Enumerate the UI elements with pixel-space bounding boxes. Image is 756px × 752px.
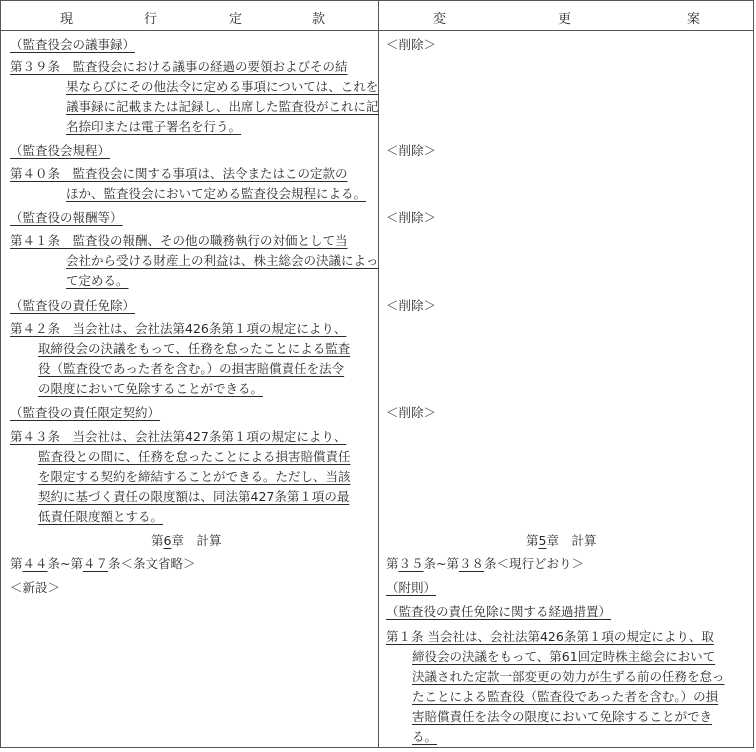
article-range-proposed: 第３５条~第３８条＜現行どおり＞ [386,556,585,571]
header-current-char-4: 款 [312,12,326,27]
supplementary-article-1-line-4: たことによる監査役（監査役であった者を含む。）の損 [412,689,719,704]
article-41-line-1: 第４１条 監査役の報酬、その他の職務執行の対価として当 [10,233,348,248]
article-39-line-2: 果ならびにその他法令に定める事項については、これを [66,79,379,94]
article-43-line-5: 低責任限度額とする。 [38,509,164,524]
article-41-line-3: て定める。 [66,273,129,288]
article-43-heading: （監査役の責任限定契約） [10,405,161,420]
article-43-line-2: 監査役との間に、任務を怠ったことによる損害賠償責任 [38,449,351,464]
chapter-heading-proposed: 第5章 計算 [526,533,597,548]
deleted-label-40: ＜削除＞ [386,143,437,158]
article-42-heading: （監査役の責任免除） [10,298,136,313]
article-43-line-3: を限定する契約を締結することができる。ただし、当該 [38,469,351,484]
article-42-line-3: 役（監査役であった者を含む。）の損害賠償責任を法令 [38,361,345,376]
header-proposed-char-1: 変 [433,12,447,27]
supplementary-article-1-line-1: 第１条 当会社は、会社法第426条第１項の規定により、取 [386,629,714,644]
article-39-line-3: 議事録に記載または記録し、出席した監査役がこれに記 [66,99,379,114]
article-range-current: 第４４条~第４７条＜条文省略＞ [10,556,196,571]
article-42-line-4: の限度において免除することができる。 [38,381,264,396]
deleted-label-39: ＜削除＞ [386,37,437,52]
article-39-line-4: 名捺印または電子署名を行う。 [66,119,242,134]
article-42-line-2: 取締役会の決議をもって、任務を怠ったことによる監査 [38,341,351,356]
article-40-line-2: ほか、監査役会において定める監査役会規程による。 [66,186,367,201]
supplementary-article-1-line-3: 決議された定款一部変更の効力が生ずる前の任務を怠っ [412,669,725,684]
transitional-measure-heading: （監査役の責任免除に関する経過措置） [386,604,612,619]
supplementary-article-1-line-2: 締役会の決議をもって、第61回定時株主総会において [412,649,716,664]
new-provision-label: ＜新設＞ [10,580,61,595]
chapter-heading-current: 第6章 計算 [151,533,222,548]
article-43-line-1: 第４３条 当会社は、会社法第427条第１項の規定により、 [10,429,347,444]
header-current-char-2: 行 [144,12,158,27]
deleted-label-43: ＜削除＞ [386,405,437,420]
article-39-heading: （監査役会の議事録） [10,37,136,52]
deleted-label-41: ＜削除＞ [386,210,437,225]
article-42-line-1: 第４２条 当会社は、会社法第426条第１項の規定により、 [10,321,347,336]
header-current-char-1: 現 [60,12,74,27]
supplementary-provisions-heading: （附則） [386,580,437,595]
article-43-line-4: 契約に基づく責任の限度額は、同法第427条第１項の最 [38,489,350,504]
article-41-line-2: 会社から受ける財産上の利益は、株主総会の決議によっ [66,253,379,268]
article-40-line-1: 第４０条 監査役会に関する事項は、法令またはこの定款の [10,166,348,181]
supplementary-article-1-line-6: る。 [412,729,438,744]
article-41-heading: （監査役の報酬等） [10,210,123,225]
header-proposed-char-3: 案 [687,12,701,27]
header-current-char-3: 定 [229,12,243,27]
article-40-heading: （監査役会規程） [10,143,111,158]
article-39-line-1: 第３９条 監査役会における議事の経過の要領およびその結 [10,59,348,74]
supplementary-article-1-line-5: 害賠償責任を法令の限度において免除することができ [412,709,713,724]
header-proposed-char-2: 更 [558,12,572,27]
header-divider [1,30,753,31]
deleted-label-42: ＜削除＞ [386,298,437,313]
